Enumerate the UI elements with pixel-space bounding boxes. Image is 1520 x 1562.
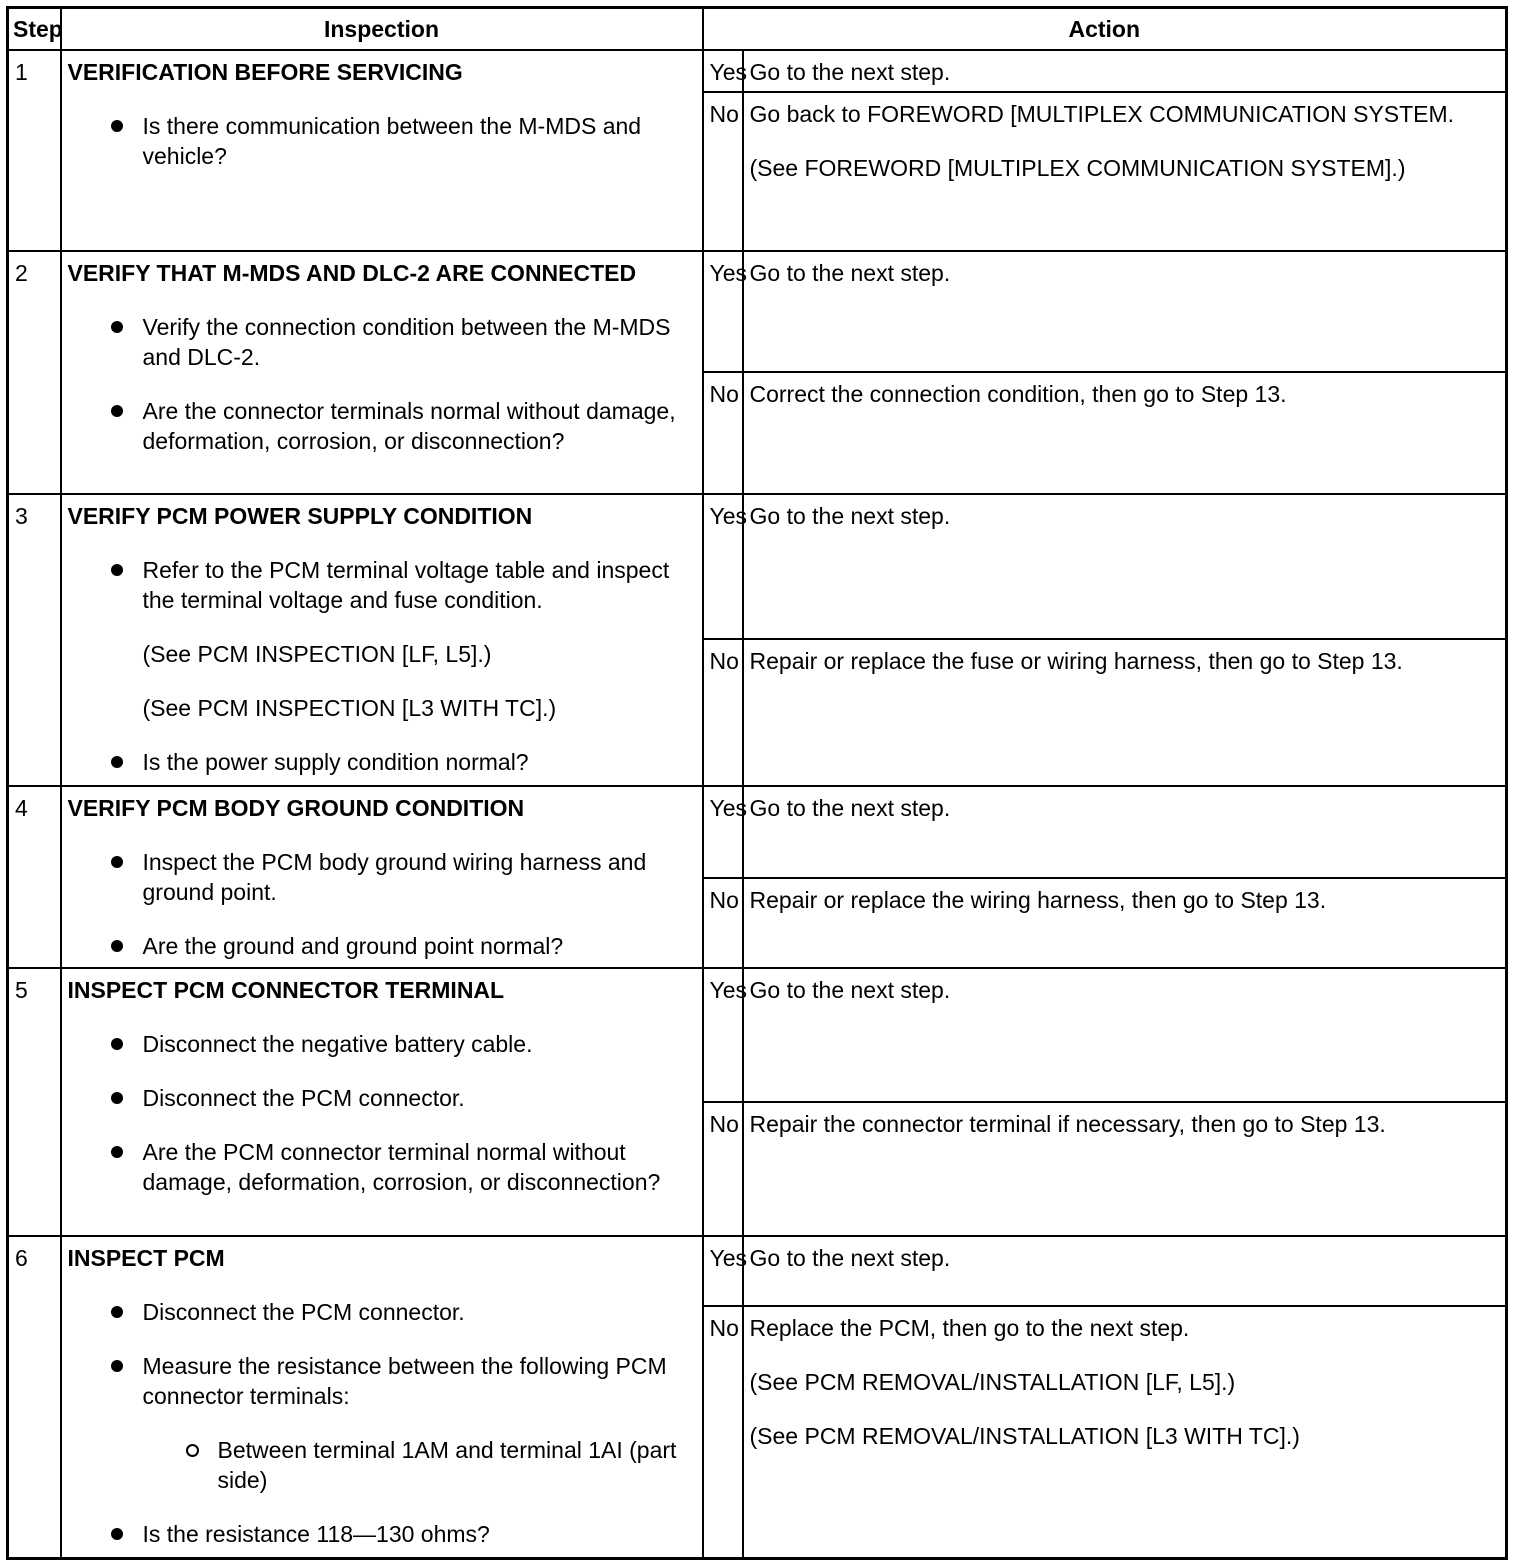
- step-number: 6: [8, 1236, 61, 1558]
- yes-label: Yes: [703, 251, 743, 372]
- inspection-cell: [61, 968, 703, 1236]
- sub-bullet-item: Between terminal 1AM and terminal 1AI (part side): [68, 1435, 696, 1495]
- step-title: VERIFY THAT M-MDS AND DLC-2 ARE CONNECTED: [67, 260, 637, 286]
- action-text: (See PCM REMOVAL/INSTALLATION [L3 WITH TC].): [749, 1423, 1300, 1449]
- step-row-yes: [8, 1236, 1507, 1306]
- step-title: INSPECT PCM: [67, 1245, 225, 1271]
- bullet-item: Are the PCM connector terminal normal without damage, deformation, corrosion, or disconnection?: [68, 1137, 696, 1197]
- no-label: No: [703, 1102, 743, 1236]
- no-label: No: [703, 372, 743, 494]
- step-number: 4: [8, 786, 61, 968]
- bullet-item: Are the ground and ground point normal?: [68, 931, 696, 961]
- bullet-item: Verify the connection condition between the M-MDS and DLC-2.: [68, 312, 696, 372]
- no-action: [743, 878, 1507, 968]
- inspection-cell: [61, 786, 703, 968]
- header-inspection: Inspection: [61, 8, 703, 51]
- action-text: Go to the next step.: [749, 503, 951, 529]
- bullet-item: Disconnect the PCM connector.: [68, 1297, 696, 1327]
- bullet-item: Is the power supply condition normal?: [68, 747, 696, 777]
- reference-note: (See PCM INSPECTION [L3 WITH TC].): [142, 695, 557, 721]
- yes-action: [743, 494, 1507, 639]
- troubleshooting-table: [6, 6, 1508, 1560]
- step-title: INSPECT PCM CONNECTOR TERMINAL: [67, 977, 505, 1003]
- no-label: No: [703, 92, 743, 251]
- inspection-cell: [61, 50, 703, 251]
- no-label: No: [703, 1306, 743, 1558]
- action-text: (See PCM REMOVAL/INSTALLATION [LF, L5].): [749, 1369, 1236, 1395]
- yes-action: [743, 50, 1507, 92]
- bullet-item: Refer to the PCM terminal voltage table and inspect the terminal voltage and fuse condition.: [68, 555, 696, 615]
- yes-label: Yes: [703, 494, 743, 639]
- step-row-yes: [8, 50, 1507, 92]
- no-label: No: [703, 639, 743, 786]
- action-text: Repair or replace the wiring harness, then go to Step 13.: [749, 887, 1327, 913]
- yes-label: Yes: [703, 786, 743, 878]
- yes-label: Yes: [703, 1236, 743, 1306]
- bullet-item: Are the connector terminals normal without damage, deformation, corrosion, or disconnection?: [68, 396, 696, 456]
- action-text: Correct the connection condition, then go to Step 13.: [749, 381, 1287, 407]
- action-text: Go to the next step.: [749, 1245, 951, 1271]
- no-action: [743, 372, 1507, 494]
- action-text: Go to the next step.: [749, 977, 951, 1003]
- step-row-yes: [8, 251, 1507, 372]
- bullet-item: Is there communication between the M-MDS and vehicle?: [68, 111, 696, 171]
- yes-action: [743, 786, 1507, 878]
- step-row-yes: [8, 968, 1507, 1102]
- step-row-yes: [8, 786, 1507, 878]
- inspection-cell: [61, 1236, 703, 1558]
- header-row: [8, 8, 1507, 51]
- bullet-item: Disconnect the negative battery cable.: [68, 1029, 696, 1059]
- yes-action: [743, 251, 1507, 372]
- action-text: Go back to FOREWORD [MULTIPLEX COMMUNICATION SYSTEM.: [749, 101, 1455, 127]
- step-number: 2: [8, 251, 61, 494]
- action-text: Go to the next step.: [749, 59, 951, 85]
- reference-note: (See PCM INSPECTION [LF, L5].): [142, 641, 492, 667]
- inspection-cell: [61, 251, 703, 494]
- inspection-cell: [61, 494, 703, 786]
- action-text: Replace the PCM, then go to the next step.: [749, 1315, 1190, 1341]
- step-number: 5: [8, 968, 61, 1236]
- action-text: Repair the connector terminal if necessary, then go to Step 13.: [749, 1111, 1386, 1137]
- yes-action: [743, 1236, 1507, 1306]
- action-text: Go to the next step.: [749, 795, 951, 821]
- yes-label: Yes: [703, 968, 743, 1102]
- step-number: 1: [8, 50, 61, 251]
- no-action: [743, 1306, 1507, 1558]
- no-label: No: [703, 878, 743, 968]
- bullet-item: Disconnect the PCM connector.: [68, 1083, 696, 1113]
- no-action: [743, 639, 1507, 786]
- action-text: Repair or replace the fuse or wiring harness, then go to Step 13.: [749, 648, 1403, 674]
- no-action: [743, 1102, 1507, 1236]
- step-title: VERIFICATION BEFORE SERVICING: [67, 59, 463, 85]
- step-title: VERIFY PCM POWER SUPPLY CONDITION: [67, 503, 533, 529]
- yes-label: Yes: [703, 50, 743, 92]
- step-title: VERIFY PCM BODY GROUND CONDITION: [67, 795, 525, 821]
- bullet-item: Measure the resistance between the following PCM connector terminals:: [68, 1351, 696, 1411]
- bullet-item: Inspect the PCM body ground wiring harness and ground point.: [68, 847, 696, 907]
- step-number: 3: [8, 494, 61, 786]
- header-action: Action: [703, 8, 1507, 51]
- header-step: Step: [8, 8, 61, 51]
- action-text: Go to the next step.: [749, 260, 951, 286]
- step-row-yes: [8, 494, 1507, 639]
- yes-action: [743, 968, 1507, 1102]
- bullet-item: Is the resistance 118—130 ohms?: [68, 1519, 696, 1549]
- action-text: (See FOREWORD [MULTIPLEX COMMUNICATION SYSTEM].): [749, 155, 1406, 181]
- no-action: [743, 92, 1507, 251]
